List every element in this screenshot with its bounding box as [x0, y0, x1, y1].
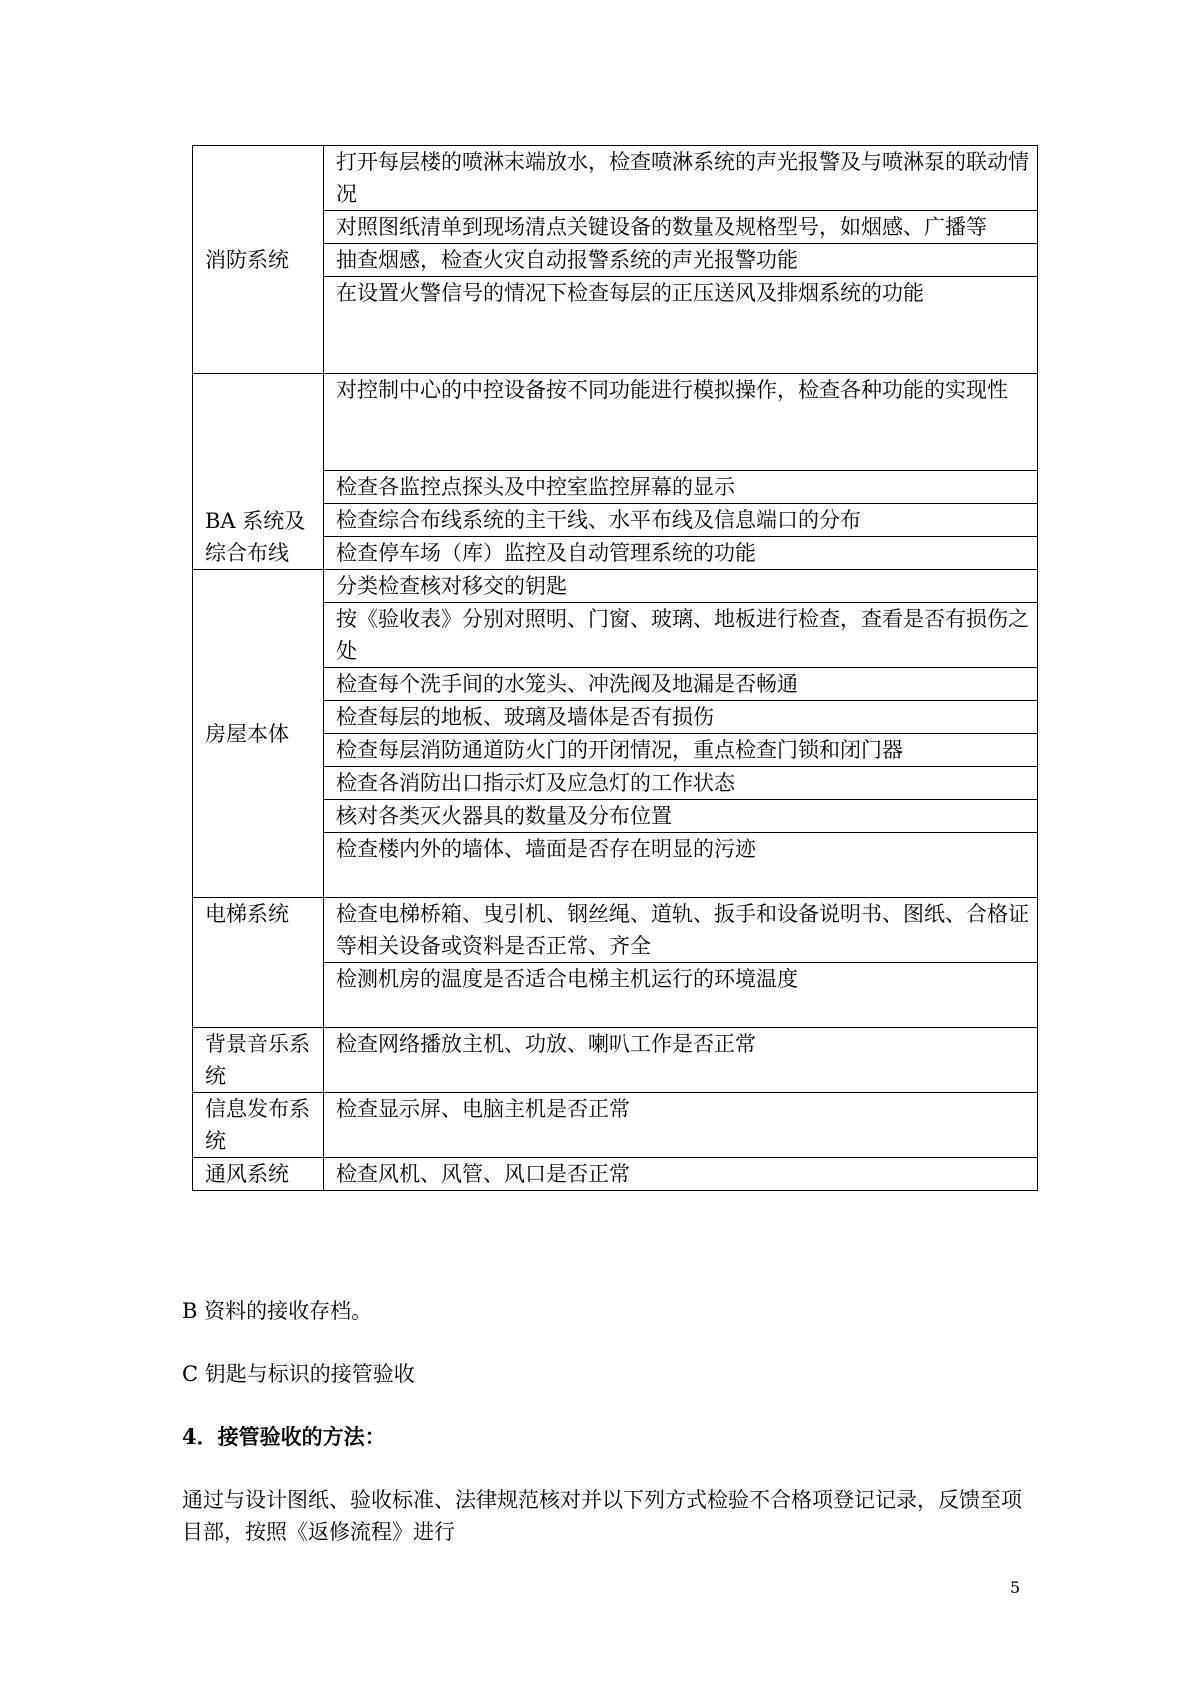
check-item-cell: 检查每个洗手间的水笼头、冲洗阀及地漏是否畅通: [324, 668, 1038, 701]
category-cell: 房屋本体: [193, 570, 324, 898]
check-item-cell: 检查综合布线系统的主干线、水平布线及信息端口的分布: [324, 504, 1038, 537]
check-item-cell: 检查各监控点探头及中控室监控屏幕的显示: [324, 471, 1038, 504]
category-cell: 通风系统: [193, 1158, 324, 1191]
category-cell: 背景音乐系统: [193, 1028, 324, 1093]
checklist-table-body: [193, 146, 1038, 1191]
category-cell: 电梯系统: [193, 898, 324, 1028]
body-paragraph: 通过与设计图纸、验收标准、法律规范核对并以下列方式检验不合格项登记记录，反馈至项目部，按照《返修流程》进行: [182, 1488, 1022, 1544]
check-item-cell: 在设置火警信号的情况下检查每层的正压送风及排烟系统的功能: [324, 277, 1038, 374]
table-row: [193, 374, 1038, 471]
check-item-cell: 分类检查核对移交的钥匙: [324, 570, 1038, 603]
check-item-cell: 打开每层楼的喷淋末端放水，检查喷淋系统的声光报警及与喷淋泵的联动情况: [324, 146, 1038, 211]
section-heading: 4．接管验收的方法：: [182, 1424, 386, 1449]
check-item-cell: 检查风机、风管、风口是否正常: [324, 1158, 1038, 1191]
check-item-cell: 检查网络播放主机、功放、喇叭工作是否正常: [324, 1028, 1038, 1093]
acceptance-checklist-table: [192, 145, 1038, 1191]
category-cell: 消防系统: [193, 146, 324, 374]
check-item-cell: 检测机房的温度是否适合电梯主机运行的环境温度: [324, 963, 1038, 1028]
check-item-cell: 检查显示屏、电脑主机是否正常: [324, 1093, 1038, 1158]
check-item-cell: 检查楼内外的墙体、墙面是否存在明显的污迹: [324, 833, 1038, 898]
category-cell: BA 系统及综合布线: [193, 374, 324, 570]
check-item-cell: 检查每层的地板、玻璃及墙体是否有损伤: [324, 701, 1038, 734]
table-row: [193, 570, 1038, 603]
check-item-cell: 抽查烟感，检查火灾自动报警系统的声光报警功能: [324, 244, 1038, 277]
table-row: [193, 1158, 1038, 1191]
paragraph-b: B 资料的接收存档。: [182, 1299, 373, 1323]
check-item-cell: 对控制中心的中控设备按不同功能进行模拟操作，检查各种功能的实现性: [324, 374, 1038, 471]
check-item-cell: 检查各消防出口指示灯及应急灯的工作状态: [324, 767, 1038, 800]
paragraph-c: C 钥匙与标识的接管验收: [182, 1362, 415, 1386]
page-number: 5: [1010, 1578, 1021, 1597]
table-row: [193, 1028, 1038, 1093]
check-item-cell: 检查电梯桥箱、曳引机、钢丝绳、道轨、扳手和设备说明书、图纸、合格证等相关设备或资料是否正常、齐全: [324, 898, 1038, 963]
check-item-cell: 检查停车场（库）监控及自动管理系统的功能: [324, 537, 1038, 570]
category-cell: 信息发布系统: [193, 1093, 324, 1158]
table-row: [193, 1093, 1038, 1158]
check-item-cell: 按《验收表》分别对照明、门窗、玻璃、地板进行检查，查看是否有损伤之处: [324, 603, 1038, 668]
table-row: [193, 898, 1038, 963]
check-item-cell: 检查每层消防通道防火门的开闭情况，重点检查门锁和闭门器: [324, 734, 1038, 767]
table-row: [193, 146, 1038, 211]
check-item-cell: 对照图纸清单到现场清点关键设备的数量及规格型号，如烟感、广播等: [324, 211, 1038, 244]
check-item-cell: 核对各类灭火器具的数量及分布位置: [324, 800, 1038, 833]
